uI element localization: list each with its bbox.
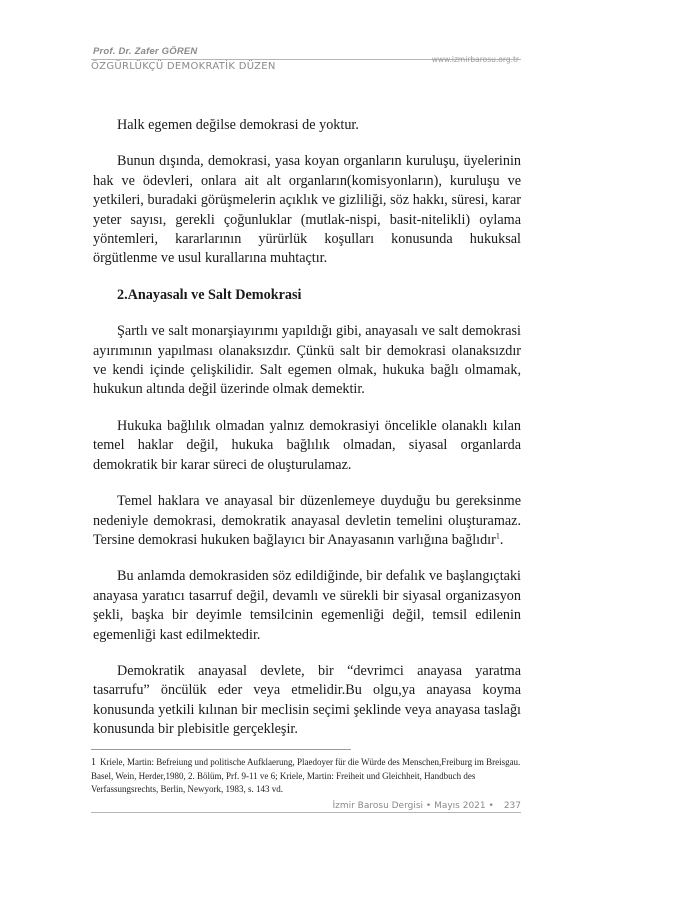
paragraph: Halk egemen değilse demokrasi de yoktur. <box>117 117 359 133</box>
footnote-number: 1 <box>91 757 96 768</box>
paragraph: Bu anlamda demokrasiden söz edildiğinde, bir defalık ve başlangıçtaki anayasa yaratıcı tasarruf değil, devamlı ve sürekli bir siyasal organizasyon şekli, başka bir deyimle temsilcinin egemenliği değil, temsil edilenin egemenliği kast edilmektedir. <box>93 568 521 643</box>
journal-name: İzmir Barosu Dergisi • Mayıs 2021 • <box>332 801 494 811</box>
header-url: www.izmirbarosu.org.tr <box>431 55 519 64</box>
section-heading: 2.Anayasalı ve Salt Demokrasi <box>117 286 302 303</box>
paragraph: Demokratik anayasal devlete, bir “devrimci anayasa yaratma tasarrufu” öncülük eder veya etmelidir.Bu olgu,ya anayasa koyma konusunda yetkili kılınan bir meclisin seçimi şeklinde veya anayasa taslağı konusunda bir plebisitle gerçekleşir. <box>93 662 521 738</box>
footnote-reference[interactable]: 1 <box>495 531 500 541</box>
paragraph-with-footnote: Temel haklara ve anayasal bir düzenlemeye duyduğu bu gereksinme nedeniyle demokrasi, demokratik anayasal devletin temelini oluşturamaz. Tersine demokrasi hukuken bağlayıcı bir Anayasanın varlığına bağlıdır$^1$. <box>93 493 521 548</box>
footnote-rule <box>91 749 351 750</box>
paragraph: Bunun dışında, demokrasi, yasa koyan organların kuruluşu, üyelerinin hak ve ödevleri, onlara ait alt organların(komisyonların), kuruluşu ve yetkileri, buradaki görüşmelerin açıklık ve gizliliği, söz hakkı, süresi, karar yeter sayısı, gerekli çoğunluklar (mutlak-nispi, basit-nitelikli) oylama yöntemleri, kararlarının yürürlük koşulları konusunda hukuksal örgütlenme ve usul kurallarına muhtaçtır. <box>93 153 521 267</box>
header-title: ÖZGÜRLÜKÇÜ DEMOKRATİK DÜZEN <box>91 61 276 72</box>
body-text <box>93 116 521 757</box>
paragraph: Hukuka bağlılık olmadan yalnız demokrasiyi öncelikle olanaklı kılan temel haklar değil, hukuka bağlılık olmadan, siyasal organlarda demokratik bir karar süreci de oluşturulamaz. <box>93 417 521 473</box>
page-footer <box>332 801 521 811</box>
footnote-text: Kriele, Martin: Befreiung und politische Aufklaerung, Plaedoyer für die Würde des Menschen,Freiburg im Breisgau. Basel, Wein, Herder,1980, 2. Bölüm, Prf. 9-11 ve 6; Kriele, Martin: Freiheit und Gleichheit, Handbuch des Verfassungsrechts, Berlin, Newyork, 1983, s. 143 vd. <box>91 757 521 795</box>
paragraph: Şartlı ve salt monarşiayırımı yapıldığı gibi, anayasalı ve salt demokrasi ayırımının yapılması olanaksızdır. Çünkü salt bir demokrasi olanaksızdır ve kendi içinde çelişkilidir. Salt egemen olmak, hukuka bağlı olmamak, hukukun altında değil üzerinde olmak demektir. <box>93 323 521 398</box>
header-author: Prof. Dr. Zafer GÖREN <box>93 46 198 57</box>
footnote <box>91 756 521 797</box>
footer-rule <box>91 812 521 813</box>
paragraph-text: Temel haklara ve anayasal bir düzenlemeye duyduğu bu gereksinme nedeniyle demokrasi, demokratik anayasal devletin temelini oluşturamaz. Tersine demokrasi hukuken bağlayıcı bir Anayasanın varlığına bağlıdır <box>93 493 521 548</box>
page-number: 237 <box>503 801 521 811</box>
